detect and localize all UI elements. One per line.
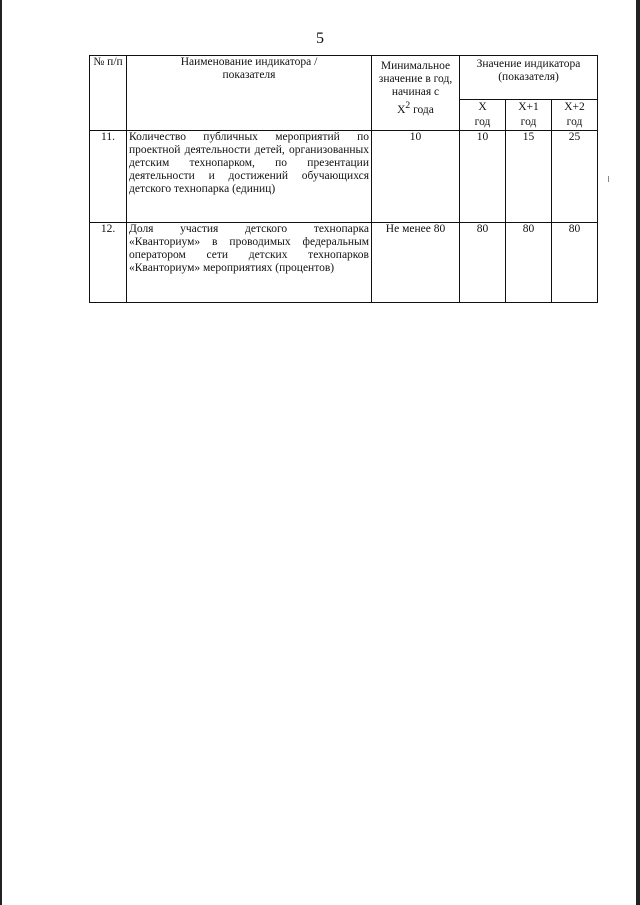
row-min: 10	[372, 131, 460, 223]
row-x: 80	[460, 223, 506, 303]
header-min-sup: 2	[405, 100, 411, 111]
header-year-x1-unit: год	[520, 116, 537, 128]
header-year-x-label: X	[478, 101, 487, 113]
header-year-x2	[552, 100, 598, 131]
scan-edge-left	[0, 0, 2, 905]
header-num: № п/п	[90, 56, 127, 131]
row-x2: 25	[552, 131, 598, 223]
header-year-x	[460, 100, 506, 131]
header-indicator-value-text: Значение индикатора (показателя)	[476, 58, 581, 83]
row-num: 12.	[90, 223, 127, 303]
row-name: Количество публичных мероприятий по проектной деятельности детей, организованных детским технопарком, по презентации деятельности и достижений обучающихся детского технопарка (единиц)	[127, 131, 372, 223]
header-indicator-value	[460, 56, 598, 100]
indicators-table	[89, 55, 598, 303]
scan-edge-right	[636, 0, 640, 905]
row-x1: 80	[506, 223, 552, 303]
table-row	[90, 223, 598, 303]
row-num: 11.	[90, 131, 127, 223]
header-year-x2-label: X+2	[564, 101, 585, 113]
header-year-x2-unit: год	[566, 116, 583, 128]
header-min-value	[372, 56, 460, 131]
table-header-row	[90, 56, 598, 100]
row-x2: 80	[552, 223, 598, 303]
scan-mark	[608, 176, 609, 182]
row-x1: 15	[506, 131, 552, 223]
header-min-x: X	[397, 103, 406, 116]
table-row	[90, 131, 598, 223]
row-x: 10	[460, 131, 506, 223]
header-year-x1-label: X+1	[518, 101, 539, 113]
header-min-value-text: Минимальное значение в год, начиная с	[378, 60, 453, 98]
header-name	[127, 56, 372, 131]
header-year-x-unit: год	[474, 116, 491, 128]
row-min: Не менее 80	[372, 223, 460, 303]
header-year-x1	[506, 100, 552, 131]
header-name-text: Наименование индикатора /показателя	[180, 56, 318, 81]
page-number: 5	[316, 30, 324, 47]
header-min-suffix: года	[413, 103, 434, 116]
row-name: Доля участия детского технопарка «Кванториум» в проводимых федеральным оператором сети детских технопарков «Кванториум» мероприятиях (процентов)	[127, 223, 372, 303]
